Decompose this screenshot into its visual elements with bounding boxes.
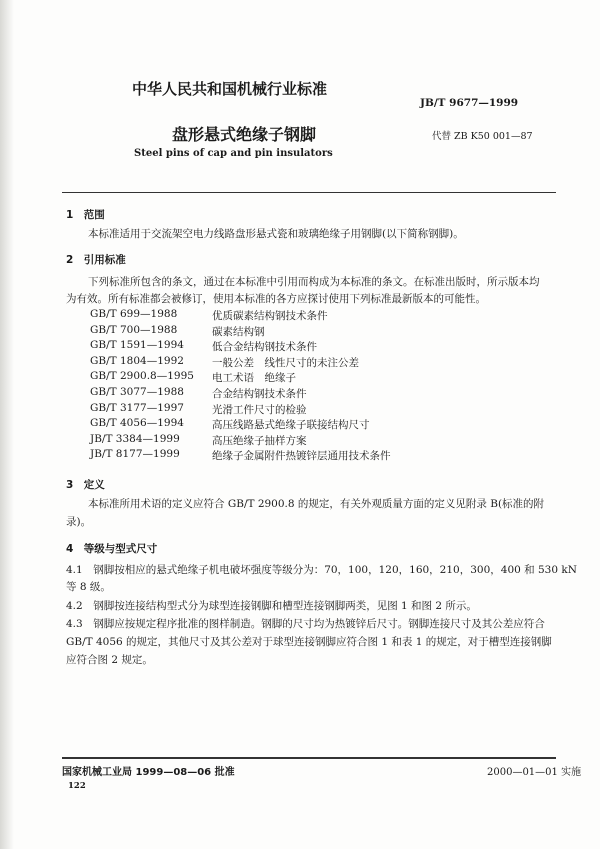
footer-divider [62,757,556,759]
clause-4-3-line2: GB/T 4056 的规定，其他尺寸及其公差对于球型连接钢脚应符合图 1 和表 1 的规定，对于槽型连接钢脚 [66,636,552,648]
clause-4-3-line3: 应符合图 2 规定。 [66,654,153,666]
approval-note: 国家机械工业局 1999—08—06 批准 [62,767,235,778]
clause-4-1-line1: 4.1 钢脚按相应的悬式绝缘子机电破坏强度等级分为：70，100，120，160，210，300，400 和 530 kN [66,564,577,576]
standard-number: JB/T 9677—1999 [420,97,519,109]
reference-title: 电工术语 绝缘子 [212,372,296,385]
reference-code: GB/T 3177—1997 [90,401,184,414]
title-english: Steel pins of cap and pin insulators [134,148,333,159]
section-1-text: 本标准适用于交流架空电力线路盘形悬式瓷和玻璃绝缘子用钢脚(以下简称钢脚)。 [88,228,464,240]
reference-title: 高压线路悬式绝缘子联接结构尺寸 [212,419,370,432]
clause-4-1-line2: 等 8 级。 [66,581,111,593]
section-3-line2: 录)。 [66,516,92,528]
section-2-para-line2: 为有效。所有标准都会被修订，使用本标准的各方应探讨使用下列标准最新版本的可能性。 [66,293,486,305]
reference-title: 高压绝缘子抽样方案 [212,434,307,447]
reference-code: GB/T 700—1988 [90,323,178,336]
org-title: 中华人民共和国机械行业标准 [132,80,328,98]
reference-code: GB/T 1804—1992 [90,354,184,367]
section-3-heading: 3 定义 [66,479,105,491]
clause-4-3-line1: 4.3 钢脚应按规定程序批准的图样制造。钢脚的尺寸均为热镀锌后尺寸。钢脚连接尺寸及其公差应符合 [66,618,545,630]
effective-date: 2000—01—01 实施 [487,767,582,778]
reference-title: 绝缘子金属附件热镀锌层通用技术条件 [212,450,391,463]
reference-code: GB/T 2900.8—1995 [90,370,194,383]
clause-4-2: 4.2 钢脚按连接结构型式分为球型连接钢脚和槽型连接钢脚两类，见图 1 和图 2 所示。 [66,600,477,612]
replaces-note: 代替 ZB K50 001—87 [432,131,533,142]
reference-code: GB/T 3077—1988 [90,386,184,398]
section-3-line1: 本标准所用术语的定义应符合 GB/T 2900.8 的规定，有关外观质量方面的定义见附录 B(标准的附 [88,498,545,510]
reference-title: 光滑工件尺寸的检验 [212,403,307,416]
reference-title: 低合金结构钢技术条件 [212,341,317,354]
reference-title: 一般公差 线性尺寸的未注公差 [212,356,359,369]
page-number: 122 [68,781,86,791]
reference-code: GB/T 699—1988 [90,308,178,320]
reference-code: JB/T 8177—1999 [90,448,180,461]
reference-code: JB/T 3384—1999 [90,432,180,445]
section-1-heading: 1 范围 [66,209,105,221]
scan-edge-shadow [0,0,14,849]
reference-title: 优质碳素结构钢技术条件 [212,310,328,322]
section-2-heading: 2 引用标准 [66,254,126,266]
reference-code: GB/T 4056—1994 [90,417,184,430]
reference-code: GB/T 1591—1994 [90,339,184,352]
title-chinese: 盘形悬式绝缘子钢脚 [172,125,317,144]
header-divider [62,192,556,193]
reference-title: 合金结构钢技术条件 [212,388,307,400]
reference-title: 碳素结构钢 [212,325,265,338]
section-4-heading: 4 等级与型式尺寸 [66,543,158,555]
section-2-para-line1: 下列标准所包含的条文，通过在本标准中引用而构成为本标准的条文。在标准出版时，所示版本均 [88,276,540,288]
